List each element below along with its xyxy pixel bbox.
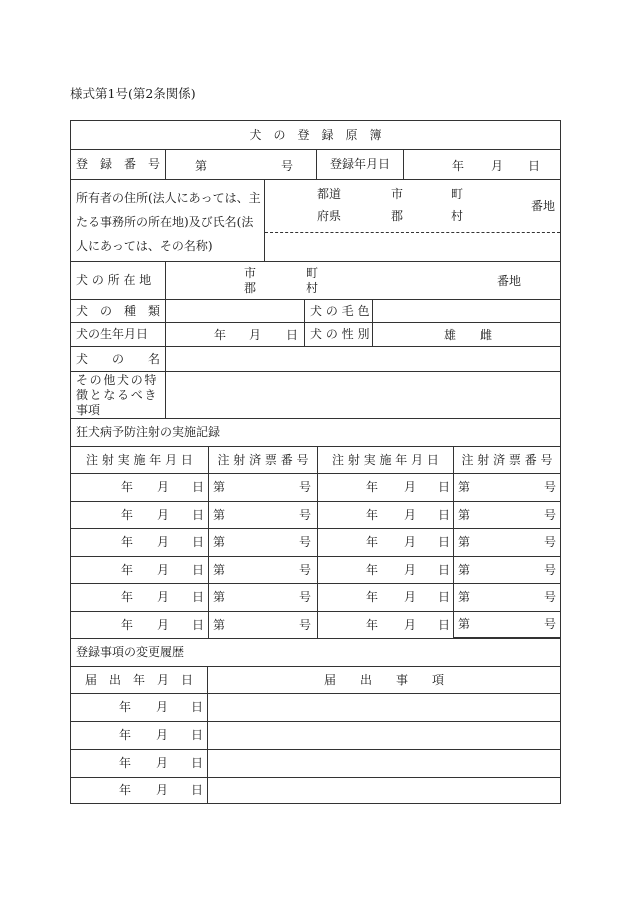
- gun-label: 郡: [391, 209, 404, 223]
- day-label: 日: [528, 159, 541, 173]
- vacc-dai: 第: [458, 617, 471, 632]
- vacc-number-field[interactable]: [208, 501, 317, 529]
- loc-machi-label: 町: [306, 266, 319, 280]
- vacc-day: 日: [192, 590, 205, 605]
- vacc-number-field[interactable]: [208, 583, 317, 611]
- vacc-dai: 第: [213, 590, 226, 605]
- vaccination-row: [70, 611, 561, 639]
- owner-divider: [265, 232, 560, 233]
- vacc-go: 号: [544, 507, 557, 522]
- vacc-col-number-2: 注 射 済 票 番 号: [453, 446, 561, 473]
- vacc-dai: 第: [213, 617, 226, 632]
- loc-shi-label: 市: [244, 266, 257, 280]
- vacc-number-field[interactable]: [453, 528, 561, 556]
- vacc-date-field[interactable]: [317, 528, 453, 556]
- vacc-year: 年: [366, 617, 379, 632]
- owner-row: [70, 179, 561, 261]
- changes-title-row: [70, 638, 561, 666]
- vacc-go: 号: [544, 617, 557, 632]
- changes-day: 日: [191, 756, 204, 771]
- vacc-year: 年: [121, 617, 134, 632]
- vacc-col-date-1: 注 射 実 施 年 月 日: [70, 446, 208, 473]
- vacc-month: 月: [404, 617, 417, 632]
- name-row: [70, 346, 561, 371]
- birth-year-label: 年: [214, 328, 227, 342]
- vacc-dai: 第: [213, 562, 226, 577]
- changes-date-field[interactable]: [70, 693, 207, 721]
- vacc-year: 年: [121, 590, 134, 605]
- vacc-date-field[interactable]: [317, 611, 453, 639]
- vacc-go: 号: [299, 590, 312, 605]
- vaccination-title-row: [70, 418, 561, 446]
- vacc-number-field[interactable]: [453, 611, 561, 639]
- loc-banchi-label: 番地: [497, 274, 522, 288]
- vacc-year: 年: [366, 562, 379, 577]
- changes-header-row: [70, 666, 561, 693]
- birth-label: 犬の生年月日: [70, 322, 165, 346]
- go-label: 号: [281, 159, 294, 173]
- changes-month: 月: [156, 756, 169, 771]
- vacc-month: 月: [404, 480, 417, 495]
- machi-label: 町: [451, 187, 464, 201]
- vacc-date-field[interactable]: [317, 473, 453, 501]
- vacc-date-field[interactable]: [317, 501, 453, 529]
- changes-month: 月: [156, 783, 169, 798]
- vacc-month: 月: [157, 507, 170, 522]
- vacc-month: 月: [157, 617, 170, 632]
- vacc-day: 日: [438, 617, 451, 632]
- vacc-dai: 第: [213, 507, 226, 522]
- banchi-label: 番地: [531, 199, 556, 213]
- vacc-day: 日: [438, 562, 451, 577]
- vacc-dai: 第: [458, 480, 471, 495]
- coat-label: 犬 の 毛 色: [304, 299, 372, 322]
- vacc-day: 日: [192, 535, 205, 550]
- fuken-label: 府県: [317, 209, 342, 223]
- name-label: 犬 の 名: [70, 346, 165, 371]
- changes-year: 年: [119, 700, 132, 715]
- vacc-go: 号: [544, 535, 557, 550]
- features-label-line1: その他犬の特: [76, 373, 159, 387]
- changes-row: [70, 777, 561, 804]
- birth-field[interactable]: [165, 322, 304, 346]
- vacc-day: 日: [192, 480, 205, 495]
- vacc-go: 号: [299, 535, 312, 550]
- year-label: 年: [452, 159, 465, 173]
- changes-year: 年: [119, 728, 132, 743]
- vacc-number-field[interactable]: [453, 473, 561, 501]
- vaccination-section-title: 狂犬病予防注射の実施記録: [70, 418, 561, 446]
- features-row: [70, 371, 561, 418]
- vacc-col-number-1: 注 射 済 票 番 号: [208, 446, 317, 473]
- features-label: [70, 371, 165, 418]
- vacc-year: 年: [366, 480, 379, 495]
- form-number-label: 様式第1号(第2条関係): [70, 86, 196, 101]
- vacc-day: 日: [438, 590, 451, 605]
- coat-field[interactable]: [372, 299, 561, 322]
- registration-date-label: 登録年月日: [316, 149, 403, 179]
- mura-label: 村: [451, 209, 464, 223]
- birth-month-label: 月: [249, 328, 262, 342]
- vacc-date-field[interactable]: [70, 556, 208, 584]
- changes-year: 年: [119, 783, 132, 798]
- location-row: [70, 261, 561, 299]
- changes-month: 月: [156, 728, 169, 743]
- vacc-month: 月: [404, 535, 417, 550]
- owner-label-line2: たる事務所の所在地)及び氏名(法: [76, 215, 254, 229]
- breed-label: 犬 の 種 類: [70, 299, 165, 322]
- shi-label: 市: [391, 187, 404, 201]
- vacc-day: 日: [192, 507, 205, 522]
- vacc-go: 号: [299, 562, 312, 577]
- sex-label: 犬 の 性 別: [304, 322, 372, 346]
- vacc-number-field[interactable]: [208, 528, 317, 556]
- registration-number-field[interactable]: [165, 149, 316, 179]
- features-label-line3: 事項: [76, 403, 101, 417]
- vacc-month: 月: [404, 507, 417, 522]
- changes-date-field[interactable]: [70, 777, 207, 804]
- vacc-day: 日: [192, 562, 205, 577]
- registration-number-label: 登 録 番 号: [70, 149, 165, 179]
- vacc-day: 日: [192, 617, 205, 632]
- changes-day: 日: [191, 783, 204, 798]
- changes-year: 年: [119, 756, 132, 771]
- vacc-month: 月: [404, 590, 417, 605]
- vaccination-header-row: [70, 446, 561, 473]
- changes-row: [70, 749, 561, 777]
- vacc-year: 年: [121, 562, 134, 577]
- changes-matter-field[interactable]: [207, 749, 561, 777]
- changes-col-matter: 届 出 事 項: [207, 666, 561, 693]
- vacc-go: 号: [544, 590, 557, 605]
- breed-field[interactable]: [165, 299, 304, 322]
- changes-date-field[interactable]: [70, 749, 207, 777]
- vacc-number-field[interactable]: [453, 556, 561, 584]
- vacc-dai: 第: [458, 507, 471, 522]
- loc-mura-label: 村: [306, 281, 319, 295]
- vacc-number-field[interactable]: [208, 556, 317, 584]
- vacc-year: 年: [121, 507, 134, 522]
- vacc-dai: 第: [213, 535, 226, 550]
- vacc-month: 月: [404, 562, 417, 577]
- owner-field[interactable]: [264, 179, 561, 261]
- vacc-number-field[interactable]: [208, 473, 317, 501]
- changes-month: 月: [156, 700, 169, 715]
- vacc-number-field[interactable]: [453, 501, 561, 529]
- changes-matter-field[interactable]: [207, 693, 561, 721]
- vacc-go: 号: [299, 617, 312, 632]
- changes-row: [70, 721, 561, 749]
- vacc-day: 日: [438, 535, 451, 550]
- vacc-go: 号: [299, 507, 312, 522]
- month-label: 月: [491, 159, 504, 173]
- vacc-dai: 第: [213, 480, 226, 495]
- vacc-date-field[interactable]: [317, 583, 453, 611]
- vaccination-row: [70, 583, 561, 611]
- vacc-year: 年: [121, 480, 134, 495]
- registration-date-field[interactable]: [403, 149, 561, 179]
- vacc-go: 号: [544, 480, 557, 495]
- vacc-date-field[interactable]: [70, 473, 208, 501]
- owner-label-line1: 所有者の住所(法人にあっては、主: [76, 191, 261, 205]
- vacc-year: 年: [121, 535, 134, 550]
- changes-day: 日: [191, 700, 204, 715]
- vacc-year: 年: [366, 535, 379, 550]
- male-label: 雄: [444, 328, 457, 342]
- title-row: [70, 120, 561, 149]
- vacc-col-date-2: 注 射 実 施 年 月 日: [317, 446, 453, 473]
- birth-day-label: 日: [286, 328, 299, 342]
- vacc-dai: 第: [458, 535, 471, 550]
- vacc-month: 月: [157, 562, 170, 577]
- vacc-date-field[interactable]: [70, 501, 208, 529]
- registration-row: [70, 149, 561, 179]
- dai-label: 第: [195, 159, 208, 173]
- owner-label-line3: 人にあっては、その名称): [76, 239, 213, 253]
- birth-row: [70, 322, 561, 346]
- vacc-year: 年: [366, 507, 379, 522]
- changes-section-title: 登録事項の変更履歴: [70, 638, 561, 666]
- vacc-month: 月: [157, 480, 170, 495]
- vacc-number-field[interactable]: [208, 611, 317, 639]
- vaccination-row: [70, 556, 561, 584]
- vaccination-row: [70, 528, 561, 556]
- features-field[interactable]: [165, 371, 561, 418]
- sex-field[interactable]: [372, 322, 561, 346]
- vacc-dai: 第: [458, 590, 471, 605]
- todo-label: 都道: [317, 187, 342, 201]
- vacc-day: 日: [438, 507, 451, 522]
- vacc-dai: 第: [458, 562, 471, 577]
- female-label: 雌: [480, 328, 493, 342]
- owner-label: [70, 179, 264, 261]
- changes-col-date: 届 出 年 月 日: [70, 666, 207, 693]
- changes-matter-field[interactable]: [207, 777, 561, 804]
- vacc-day: 日: [438, 480, 451, 495]
- changes-matter-field[interactable]: [207, 721, 561, 749]
- vacc-month: 月: [157, 535, 170, 550]
- vacc-number-field[interactable]: [453, 583, 561, 611]
- vaccination-row: [70, 501, 561, 529]
- changes-row: [70, 693, 561, 721]
- vacc-year: 年: [366, 590, 379, 605]
- changes-date-field[interactable]: [70, 721, 207, 749]
- vacc-date-field[interactable]: [317, 556, 453, 584]
- breed-row: [70, 299, 561, 322]
- changes-day: 日: [191, 728, 204, 743]
- vacc-date-field[interactable]: [70, 611, 208, 639]
- vaccination-row: [70, 473, 561, 501]
- vacc-month: 月: [157, 590, 170, 605]
- location-field[interactable]: [165, 261, 561, 299]
- registry-title: 犬 の 登 録 原 簿: [70, 120, 561, 149]
- name-field[interactable]: [165, 346, 561, 371]
- vacc-date-field[interactable]: [70, 583, 208, 611]
- vacc-go: 号: [299, 480, 312, 495]
- location-label: 犬 の 所 在 地: [70, 261, 165, 299]
- vacc-date-field[interactable]: [70, 528, 208, 556]
- features-label-line2: 徴となるべき: [76, 388, 159, 402]
- loc-gun-label: 郡: [244, 281, 257, 295]
- vacc-go: 号: [544, 562, 557, 577]
- dog-registry-form: [70, 120, 561, 804]
